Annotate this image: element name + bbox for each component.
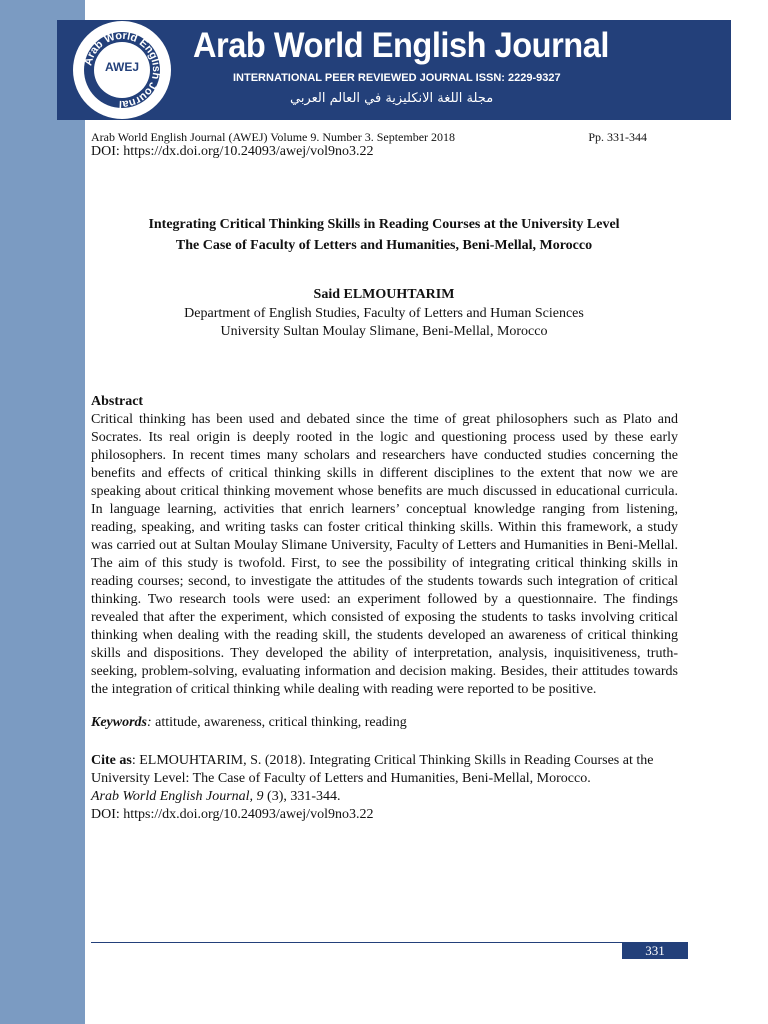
page-range: Pp. 331-344 (588, 130, 647, 144)
seal-ring-label: Arab World English Journal (82, 29, 163, 111)
keywords-colon: : (147, 715, 152, 730)
author-name: Said ELMOUHTARIM (313, 287, 455, 302)
affiliation-university: University Sultan Moulay Slimane, Beni-Mellal, Morocco (220, 324, 548, 339)
keywords-list: attitude, awareness, critical thinking, reading (151, 715, 407, 730)
abstract-heading: Abstract (91, 394, 144, 409)
footer-rule (91, 942, 688, 943)
affiliation-department: Department of English Studies, Faculty of Letters and Human Sciences (184, 306, 584, 321)
volume-info: Arab World English Journal (AWEJ) Volume 9. Number 3. September 2018 (91, 130, 456, 144)
abstract-body: Critical thinking has been used and debated since the time of great philosophers such as Plato and Socrates. Its real origin is deeply rooted in the logic and questioning process used by these early philosophers. In recent times many scholars and researchers have conducted studies concerning the benefits and effects of critical thinking skills in different disciplines to the extent that now we are speaking about critical thinking movement whose benefits are much discussed in educational curricula. In language learning, activities that enrich learners’ conceptual knowledge ranging from listening, reading, speaking, and writing tasks can foster critical thinking skills. Within this framework, a study was carried out at Sultan Moulay Slimane University, Faculty of Letters and Humanities in Beni-Mellal. The aim of this study is twofold. First, to see the possibility of integrating critical thinking skills in reading courses; second, to investigate the attitudes of the students towards such integration of critical thinking. Two research tools were used: an experiment followed by a questionnaire. The findings revealed that after the experiment, which consisted of exposing the students to tasks involving critical thinking when dealing with the reading skill, the students developed an awareness of critical thinking skills and dispositions. They developed the ability of interpretation, analysis, inquisitiveness, truth-seeking, problem-solving, evaluating information and decision making. Besides, their attitudes towards the integration of critical thinking while dealing with reading were reported to be positive. (91, 412, 678, 697)
cite-source: Arab World English Journal, 9 (91, 789, 264, 804)
citation-meta-line (91, 130, 647, 145)
keywords-label: Keywords (91, 715, 147, 730)
cite-as-block (91, 752, 681, 824)
page-number: 331 (622, 943, 688, 959)
author-affiliation (91, 305, 677, 341)
cite-text: : ELMOUHTARIM, S. (2018). Integrating Critical Thinking Skills in Reading Courses at the University Level: The Case of Faculty of Letters and Humanities, Beni-Mellal, Morocco. (91, 753, 654, 786)
seal-abbreviation: AWEJ (104, 60, 139, 74)
cite-volume-pages: (3), 331-344. (263, 789, 341, 804)
keywords-line (91, 714, 678, 732)
side-color-bar (0, 0, 85, 1024)
paper-title (91, 214, 677, 256)
paper-title-line-2: The Case of Faculty of Letters and Humanities, Beni-Mellal, Morocco (175, 238, 593, 253)
paper-title-line-1: Integrating Critical Thinking Skills in Reading Courses at the University Level (148, 217, 620, 232)
arabic-journal-title: مجلة اللغة الانكليزية في العالم العربي (290, 91, 494, 106)
cite-label: Cite as (91, 753, 132, 768)
cite-doi[interactable]: DOI: https://dx.doi.org/10.24093/awej/vol9no3.22 (91, 807, 374, 822)
issn-line: INTERNATIONAL PEER REVIEWED JOURNAL ISSN: 2229-9327 (233, 72, 561, 84)
doi-link[interactable]: DOI: https://dx.doi.org/10.24093/awej/vol9no3.22 (91, 144, 374, 159)
journal-title: Arab World English Journal (193, 26, 609, 65)
